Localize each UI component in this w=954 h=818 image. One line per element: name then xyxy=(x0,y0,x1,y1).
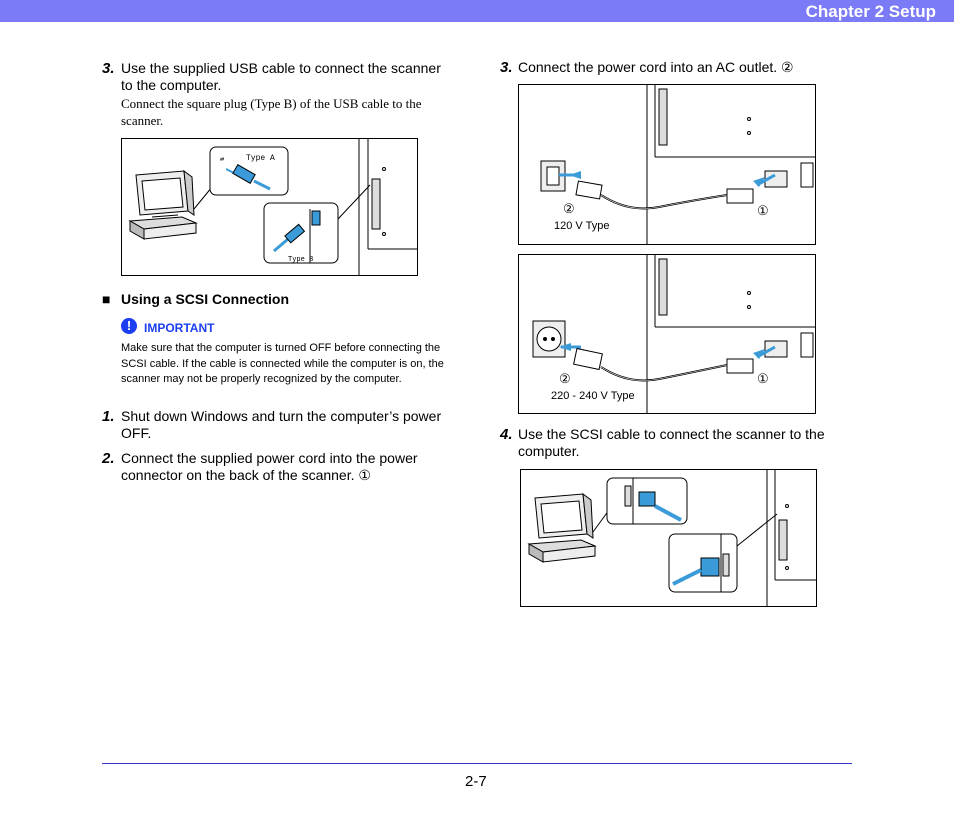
step-number: 3. xyxy=(500,59,513,76)
warning-icon: ! xyxy=(121,318,137,334)
step-number: 4. xyxy=(500,426,513,443)
step-text: Use the supplied USB cable to connect the scanner to the computer. xyxy=(121,60,441,93)
power-220v-figure xyxy=(518,254,816,414)
header-bar xyxy=(0,0,954,22)
power-120v-figure xyxy=(518,84,816,245)
step-text: Shut down Windows and turn the computer’s power OFF. xyxy=(121,408,442,441)
step-text: Use the SCSI cable to connect the scanner to the computer. xyxy=(518,426,825,459)
step-text: Connect the supplied power cord into the power connector on the back of the scanner. ① xyxy=(121,450,418,483)
figure-caption: 220 - 240 V Type xyxy=(551,390,635,402)
marker-two: ② xyxy=(563,201,575,216)
scsi-connection-figure xyxy=(520,469,817,607)
step-number: 1. xyxy=(102,408,115,425)
marker-one: ① xyxy=(757,203,769,218)
section-bullet: ■ xyxy=(102,291,111,307)
step-text: Connect the power cord into an AC outlet. ② xyxy=(518,59,794,75)
step-number: 2. xyxy=(102,450,115,467)
step-number: 3. xyxy=(102,60,115,77)
scsi-illustration xyxy=(521,470,817,607)
page-number: 2-7 xyxy=(465,773,487,790)
marker-two: ② xyxy=(559,371,571,386)
type-a-label: Type A xyxy=(246,154,275,163)
chapter-title: Chapter 2 Setup xyxy=(805,2,936,21)
usb-illustration xyxy=(122,139,418,276)
important-label: IMPORTANT xyxy=(144,321,215,335)
type-b-label: Type B xyxy=(288,256,314,264)
usb-connection-figure xyxy=(121,138,418,276)
svg-text:⇄: ⇄ xyxy=(220,156,225,164)
step-note: Connect the square plug (Type B) of the USB cable to the scanner. xyxy=(121,96,422,128)
section-title: Using a SCSI Connection xyxy=(121,291,290,307)
figure-caption: 120 V Type xyxy=(554,220,610,232)
footer-divider xyxy=(102,763,852,764)
important-text: Make sure that the computer is turned OFF before connecting the SCSI cable. If the cable is connected while the computer is on, the scanner may not be properly recognized by the computer. xyxy=(121,342,444,385)
marker-one: ① xyxy=(757,371,769,386)
